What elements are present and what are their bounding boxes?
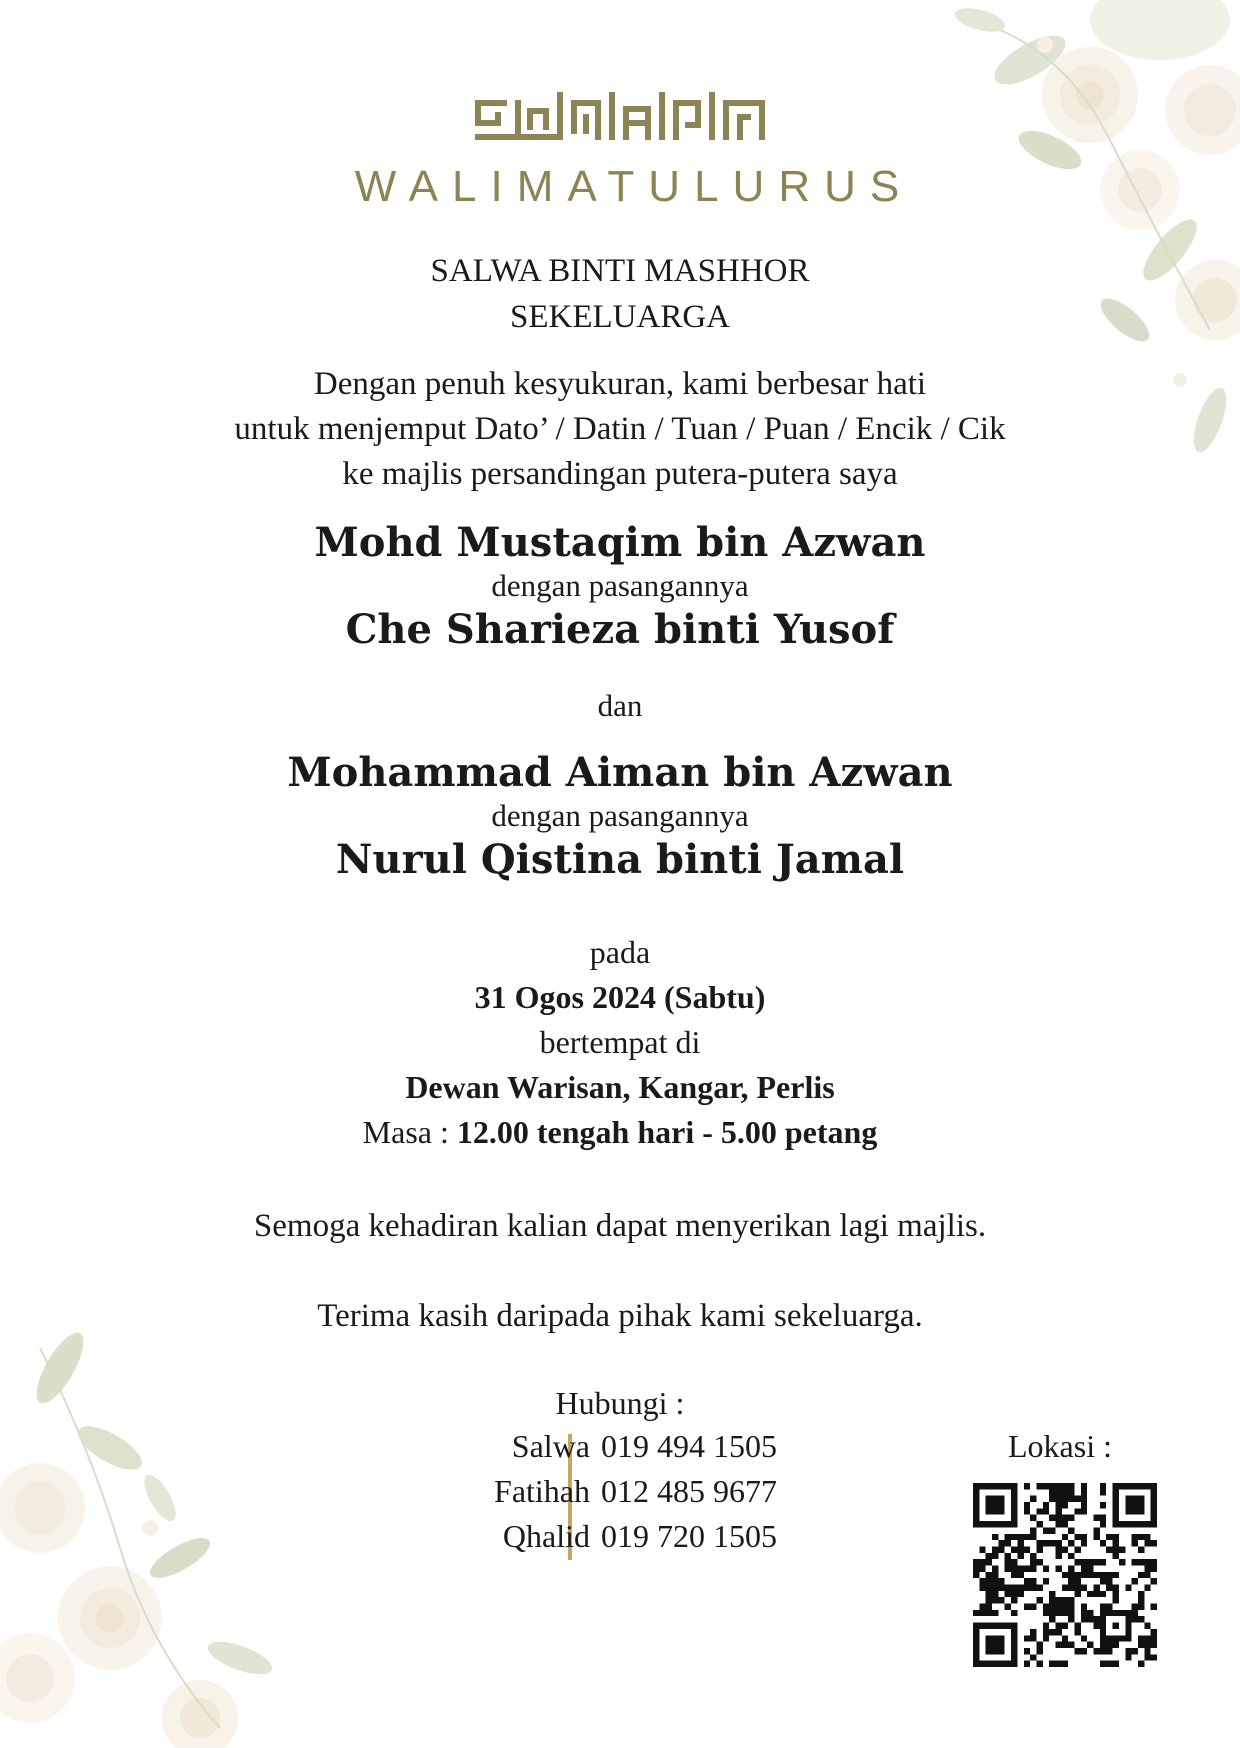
- event-details: [0, 930, 1240, 1155]
- event-date: 31 Ogos 2024 (Sabtu): [474, 979, 766, 1015]
- floral-decoration-bottom-left: [0, 1328, 300, 1748]
- groom-name: Mohammad Aiman bin Azwan: [287, 749, 953, 796]
- bride-name: Che Sharieza binti Yusof: [345, 606, 895, 653]
- contact-list: [380, 1428, 840, 1563]
- host-name: SALWA BINTI MASHHOR: [430, 253, 810, 289]
- calligraphy-logo: [0, 92, 1240, 148]
- event-time: [0, 1110, 1240, 1155]
- brand-wordmark: WALIMATULURUS: [354, 162, 914, 211]
- contact-phone[interactable]: 019 494 1505: [601, 1428, 777, 1464]
- contact-name: Salwa: [511, 1428, 590, 1464]
- groom-name: Mohd Mustaqim bin Azwan: [314, 519, 926, 566]
- host-family: SEKELUARGA: [510, 299, 730, 335]
- time-value: 12.00 tengah hari - 5.00 petang: [456, 1114, 878, 1150]
- pair-connector: dengan pasangannya: [491, 798, 749, 833]
- thanks-text: Terima kasih daripada pihak kami sekeluarga.: [317, 1298, 923, 1334]
- wish-text: Semoga kehadiran kalian dapat menyerikan lagi majlis.: [253, 1208, 987, 1244]
- pair-connector: dengan pasangannya: [491, 568, 749, 603]
- contact-name: Qhalid: [502, 1518, 590, 1554]
- couple-1: [0, 518, 1240, 656]
- qr-code-icon[interactable]: [973, 1483, 1157, 1667]
- location-label: Lokasi :: [1008, 1428, 1112, 1464]
- contact-title: Hubungi :: [555, 1385, 685, 1421]
- contact-row: [380, 1473, 840, 1518]
- contact-row: [380, 1428, 840, 1473]
- walimatulurus-logo-icon: [475, 92, 765, 148]
- time-label: Masa :: [362, 1114, 457, 1150]
- contact-row: [380, 1518, 840, 1563]
- contact-phone[interactable]: 019 720 1505: [601, 1518, 777, 1554]
- intro-paragraph: [0, 362, 1240, 497]
- couple-2: [0, 748, 1240, 886]
- bertempat-label: bertempat di: [539, 1024, 701, 1060]
- event-venue: Dewan Warisan, Kangar, Perlis: [405, 1069, 835, 1105]
- intro-line-2: untuk menjemput Dato’ / Datin / Tuan / Puan / Encik / Cik: [234, 411, 1006, 447]
- intro-line-3: ke majlis persandingan putera-putera saya: [342, 456, 898, 492]
- pada-label: pada: [589, 934, 651, 970]
- intro-line-1: Dengan penuh kesyukuran, kami berbesar hati: [313, 366, 927, 402]
- and-word: dan: [597, 688, 643, 723]
- contact-name: Fatihah: [494, 1473, 590, 1509]
- bride-name: Nurul Qistina binti Jamal: [335, 836, 905, 883]
- contact-phone[interactable]: 012 485 9677: [601, 1473, 777, 1509]
- host-block: [0, 248, 1240, 340]
